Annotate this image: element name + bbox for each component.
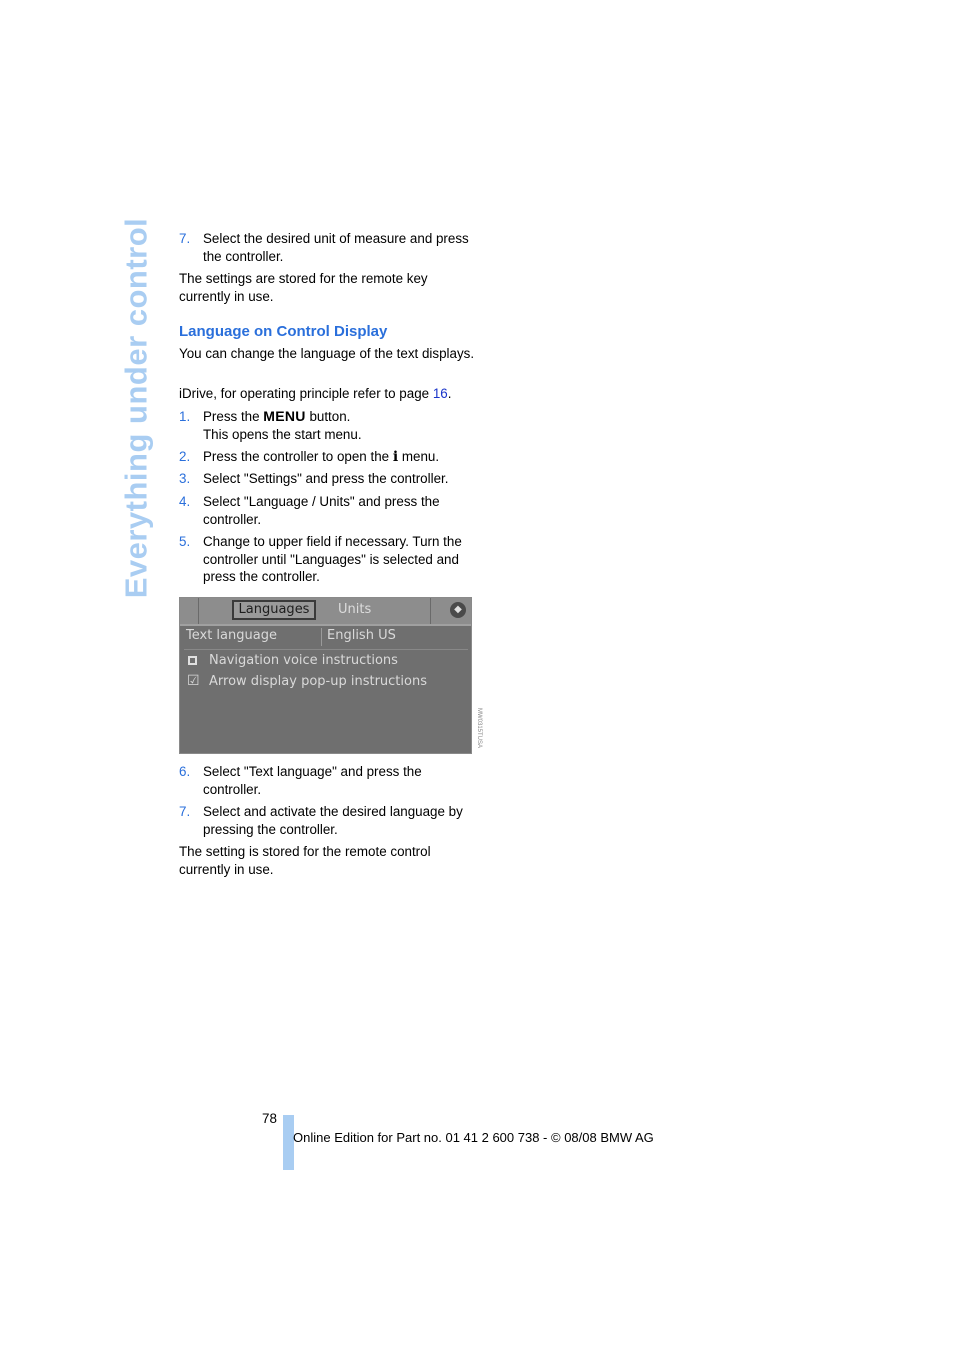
info-menu-icon: i bbox=[392, 449, 399, 465]
closing-text: The setting is stored for the remote control currently in use. bbox=[179, 844, 431, 877]
step-number: 7. bbox=[179, 231, 191, 246]
option-arrow-display[interactable]: Arrow display pop-up instructions bbox=[209, 674, 427, 689]
step-number: 1. bbox=[179, 409, 191, 424]
intro-stored-text: The settings are stored for the remote key currently in use. bbox=[179, 271, 428, 304]
step-text bbox=[203, 448, 473, 467]
step-text bbox=[203, 408, 473, 443]
controller-icon: ◆ bbox=[450, 602, 466, 618]
tab-divider bbox=[430, 598, 431, 624]
menu-button-icon: MENU bbox=[263, 408, 306, 424]
text-language-value[interactable]: English US bbox=[327, 628, 396, 643]
row-divider bbox=[184, 649, 468, 650]
page-reference-link[interactable]: 16 bbox=[432, 386, 448, 401]
step-text: Select the desired unit of measure and press the controller. bbox=[203, 231, 469, 264]
section-para-1: You can change the language of the text displays. bbox=[179, 346, 475, 361]
step-text-part: Press the controller to open the bbox=[203, 449, 393, 464]
section-heading: Language on Control Display bbox=[179, 323, 388, 340]
section-para-2 bbox=[179, 385, 479, 403]
step-text-part: menu. bbox=[398, 449, 440, 464]
tab-units[interactable]: Units bbox=[338, 602, 372, 617]
para2-suffix: . bbox=[447, 386, 452, 401]
step-number: 2. bbox=[179, 449, 191, 464]
step-text-part: button. bbox=[305, 409, 351, 424]
checkbox-checked-icon[interactable]: ☑ bbox=[187, 673, 200, 689]
checkbox-unchecked-icon[interactable] bbox=[188, 656, 197, 665]
step-text: Select and activate the desired language by pressing the controller. bbox=[203, 804, 463, 837]
step-text: Select "Language / Units" and press the controller. bbox=[203, 494, 440, 527]
tab-divider bbox=[198, 598, 199, 624]
tab-bar bbox=[180, 598, 471, 626]
step-text-part: Press the bbox=[203, 409, 264, 424]
step-number: 4. bbox=[179, 494, 191, 509]
chapter-side-title bbox=[118, 217, 154, 599]
tab-languages[interactable]: Languages bbox=[232, 600, 316, 620]
option-navigation-voice[interactable]: Navigation voice instructions bbox=[209, 653, 398, 668]
step-number: 7. bbox=[179, 804, 191, 819]
control-display-screenshot bbox=[179, 597, 472, 754]
image-code bbox=[472, 700, 486, 756]
step-text: Select "Text language" and press the controller. bbox=[203, 764, 422, 797]
step-text: Change to upper field if necessary. Turn the controller until "Languages" is selected and press the controller. bbox=[203, 534, 462, 584]
step-number: 5. bbox=[179, 534, 191, 549]
image-code-text: MW0315TUSA bbox=[476, 707, 483, 749]
footer-edition: Online Edition for Part no. 01 41 2 600 738 - © 08/08 BMW AG bbox=[293, 1130, 654, 1145]
chapter-title-text: Everything under control bbox=[118, 217, 154, 599]
step-text: Select "Settings" and press the controller. bbox=[203, 471, 449, 486]
text-language-label[interactable]: Text language bbox=[186, 628, 277, 643]
step-number: 3. bbox=[179, 471, 191, 486]
page-number: 78 bbox=[262, 1111, 277, 1126]
field-divider bbox=[321, 628, 322, 646]
step-text-line2: This opens the start menu. bbox=[203, 426, 362, 442]
para2-prefix: iDrive, for operating principle refer to page bbox=[179, 386, 433, 401]
step-number: 6. bbox=[179, 764, 191, 779]
